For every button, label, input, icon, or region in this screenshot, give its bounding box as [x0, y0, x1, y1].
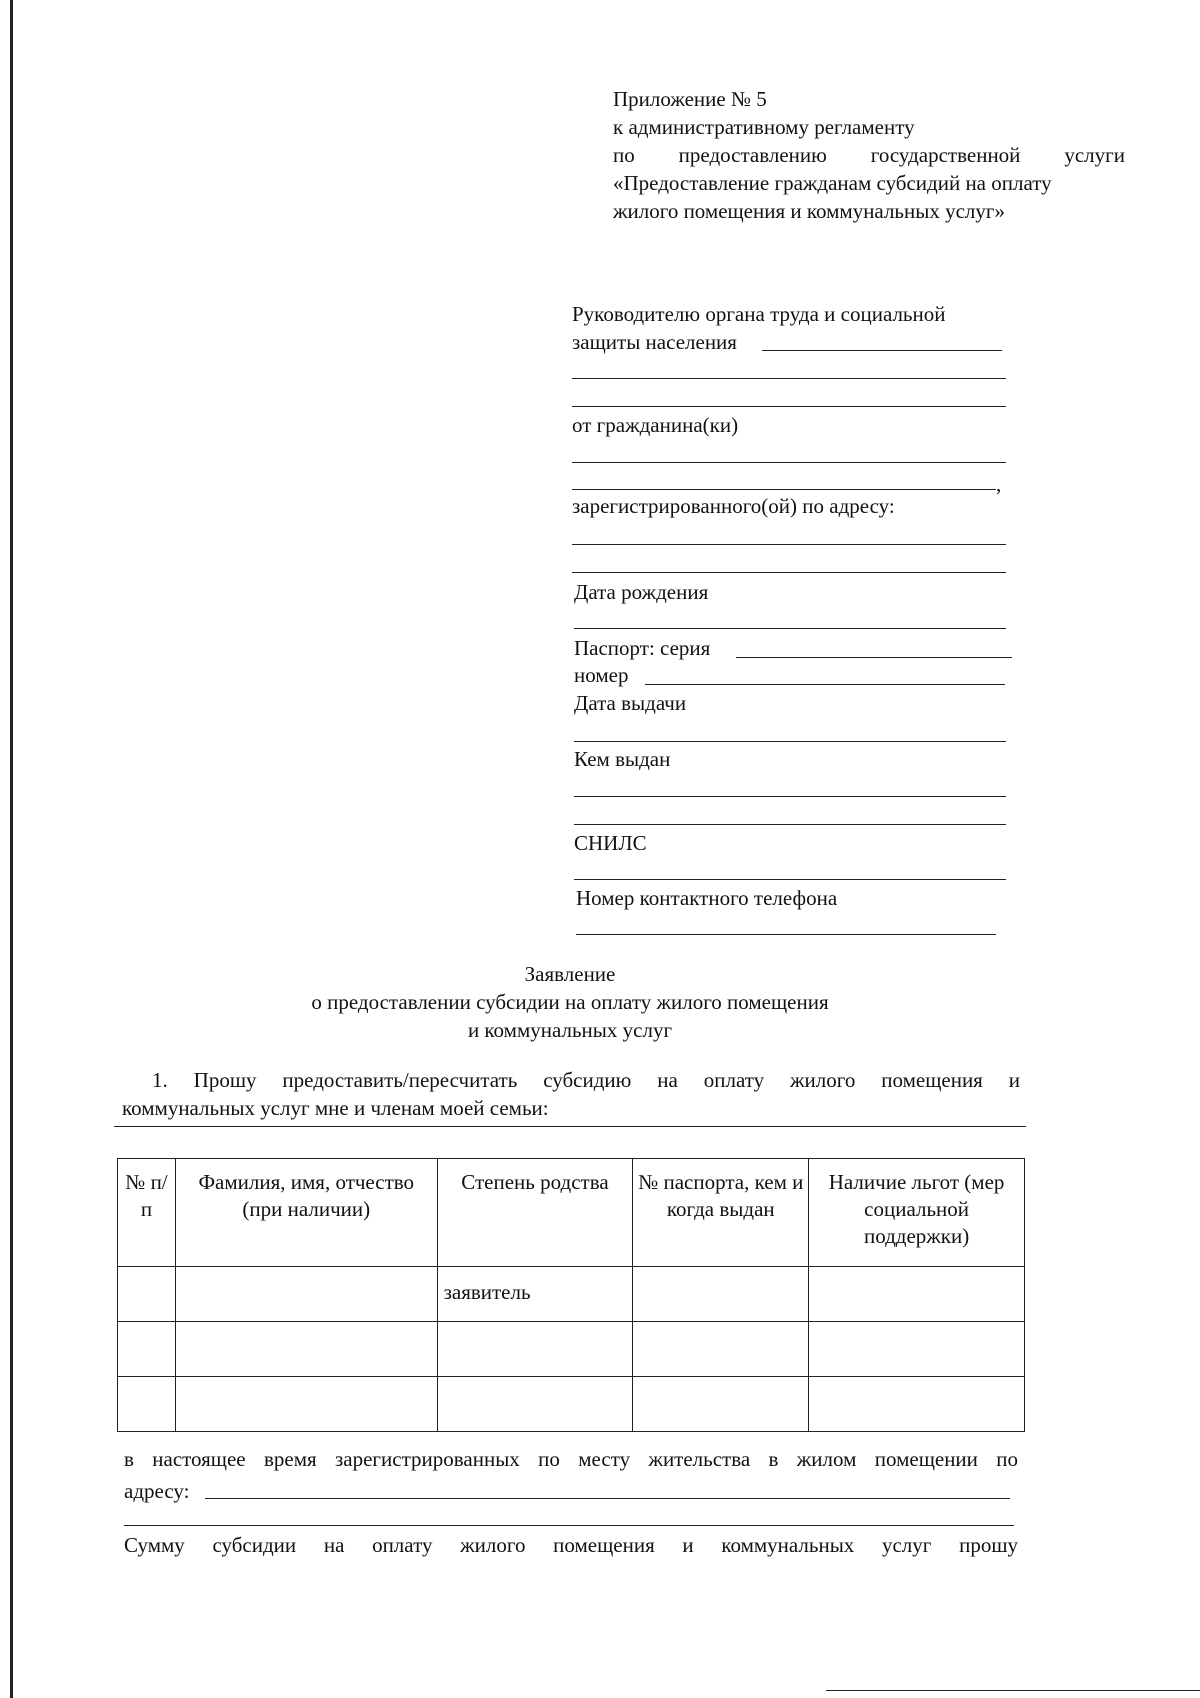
passport-series-label: Паспорт: серия — [574, 636, 711, 660]
appendix-service-name-1: «Предоставление гражданам субсидий на оплату — [613, 171, 1052, 195]
registered-address-label: зарегистрированного(ой) по адресу: — [572, 494, 895, 518]
table-row — [118, 1377, 1025, 1432]
issue-date-field[interactable] — [574, 741, 1006, 742]
comma-mark: , — [996, 472, 1002, 496]
appendix-reference: к административному регламенту — [613, 115, 915, 139]
document-subtitle-2: и коммунальных услуг — [467, 1018, 673, 1042]
table-cell[interactable] — [175, 1377, 437, 1432]
residence-address-field-2[interactable] — [124, 1525, 1014, 1526]
document-subtitle-1: о предоставлении субсидии на оплату жилого помещения — [311, 990, 829, 1014]
residence-address-field[interactable] — [205, 1498, 1010, 1499]
snils-label: СНИЛС — [574, 831, 647, 855]
table-cell[interactable] — [809, 1377, 1025, 1432]
table-cell[interactable] — [175, 1267, 437, 1322]
table-cell[interactable]: заявитель — [437, 1267, 633, 1322]
table-cell[interactable] — [633, 1377, 809, 1432]
citizen-name-field[interactable] — [572, 462, 1006, 463]
addressee-head-2: защиты населения — [572, 330, 737, 354]
table-row — [118, 1322, 1025, 1377]
address-field[interactable] — [572, 544, 1006, 545]
appendix-number: Приложение № 5 — [613, 87, 767, 111]
table-cell[interactable] — [809, 1322, 1025, 1377]
addressee-head-1: Руководителю органа труда и социальной — [572, 302, 946, 326]
issued-by-field-2[interactable] — [574, 824, 1006, 825]
citizen-name-field-2[interactable] — [572, 489, 996, 490]
table-cell[interactable] — [633, 1322, 809, 1377]
registered-residents-line-2: адресу: — [124, 1479, 190, 1503]
appendix-service-line: по предоставлению государственной услуги — [613, 143, 1125, 167]
header-full-name: Фамилия, имя, отчество (при наличии) — [175, 1159, 437, 1267]
table-header-row — [118, 1159, 1025, 1267]
authority-name-field-3[interactable] — [572, 406, 1006, 407]
family-members-table — [117, 1158, 1025, 1432]
header-passport: № паспорта, кем и когда выдан — [633, 1159, 809, 1267]
footer-rule — [826, 1690, 1200, 1691]
table-cell[interactable] — [633, 1267, 809, 1322]
passport-series-field[interactable] — [736, 657, 1012, 658]
request-paragraph-line-1: 1. Прошу предоставить/пересчитать субсидию на оплату жилого помещения и — [152, 1068, 1020, 1092]
header-relationship: Степень родства — [437, 1159, 633, 1267]
subsidy-amount-line: Сумму субсидии на оплату жилого помещения и коммунальных услуг прошу — [124, 1533, 1018, 1557]
issued-by-field[interactable] — [574, 796, 1006, 797]
issue-date-label: Дата выдачи — [574, 691, 687, 715]
phone-field[interactable] — [576, 934, 996, 935]
table-cell[interactable] — [175, 1322, 437, 1377]
issued-by-label: Кем выдан — [574, 747, 671, 771]
table-cell[interactable] — [118, 1267, 176, 1322]
table-cell[interactable] — [118, 1377, 176, 1432]
header-benefits: Наличие льгот (мер социальной поддержки) — [809, 1159, 1025, 1267]
binding-edge-line — [10, 0, 13, 1698]
phone-label: Номер контактного телефона — [576, 886, 838, 910]
birth-date-field[interactable] — [574, 628, 1006, 629]
from-citizen-label: от гражданина(ки) — [572, 413, 739, 437]
authority-name-field[interactable] — [762, 350, 1002, 351]
table-cell[interactable] — [118, 1322, 176, 1377]
snils-field[interactable] — [574, 879, 1006, 880]
table-cell[interactable] — [437, 1322, 633, 1377]
registered-residents-line-1: в настоящее время зарегистрированных по месту жительства в жилом помещении по — [124, 1447, 1018, 1471]
document-title: Заявление — [524, 962, 616, 986]
passport-number-label: номер — [574, 663, 629, 687]
table-cell[interactable] — [809, 1267, 1025, 1322]
passport-number-field[interactable] — [645, 684, 1005, 685]
birth-date-label: Дата рождения — [574, 580, 709, 604]
header-row-number: № п/п — [118, 1159, 176, 1267]
table-row — [118, 1267, 1025, 1322]
family-members-field[interactable] — [114, 1126, 1026, 1127]
table-cell[interactable] — [437, 1377, 633, 1432]
appendix-service-name-2: жилого помещения и коммунальных услуг» — [613, 199, 1006, 223]
authority-name-field-2[interactable] — [572, 378, 1006, 379]
address-field-2[interactable] — [572, 572, 1006, 573]
request-paragraph-line-2: коммунальных услуг мне и членам моей семьи: — [122, 1096, 549, 1120]
